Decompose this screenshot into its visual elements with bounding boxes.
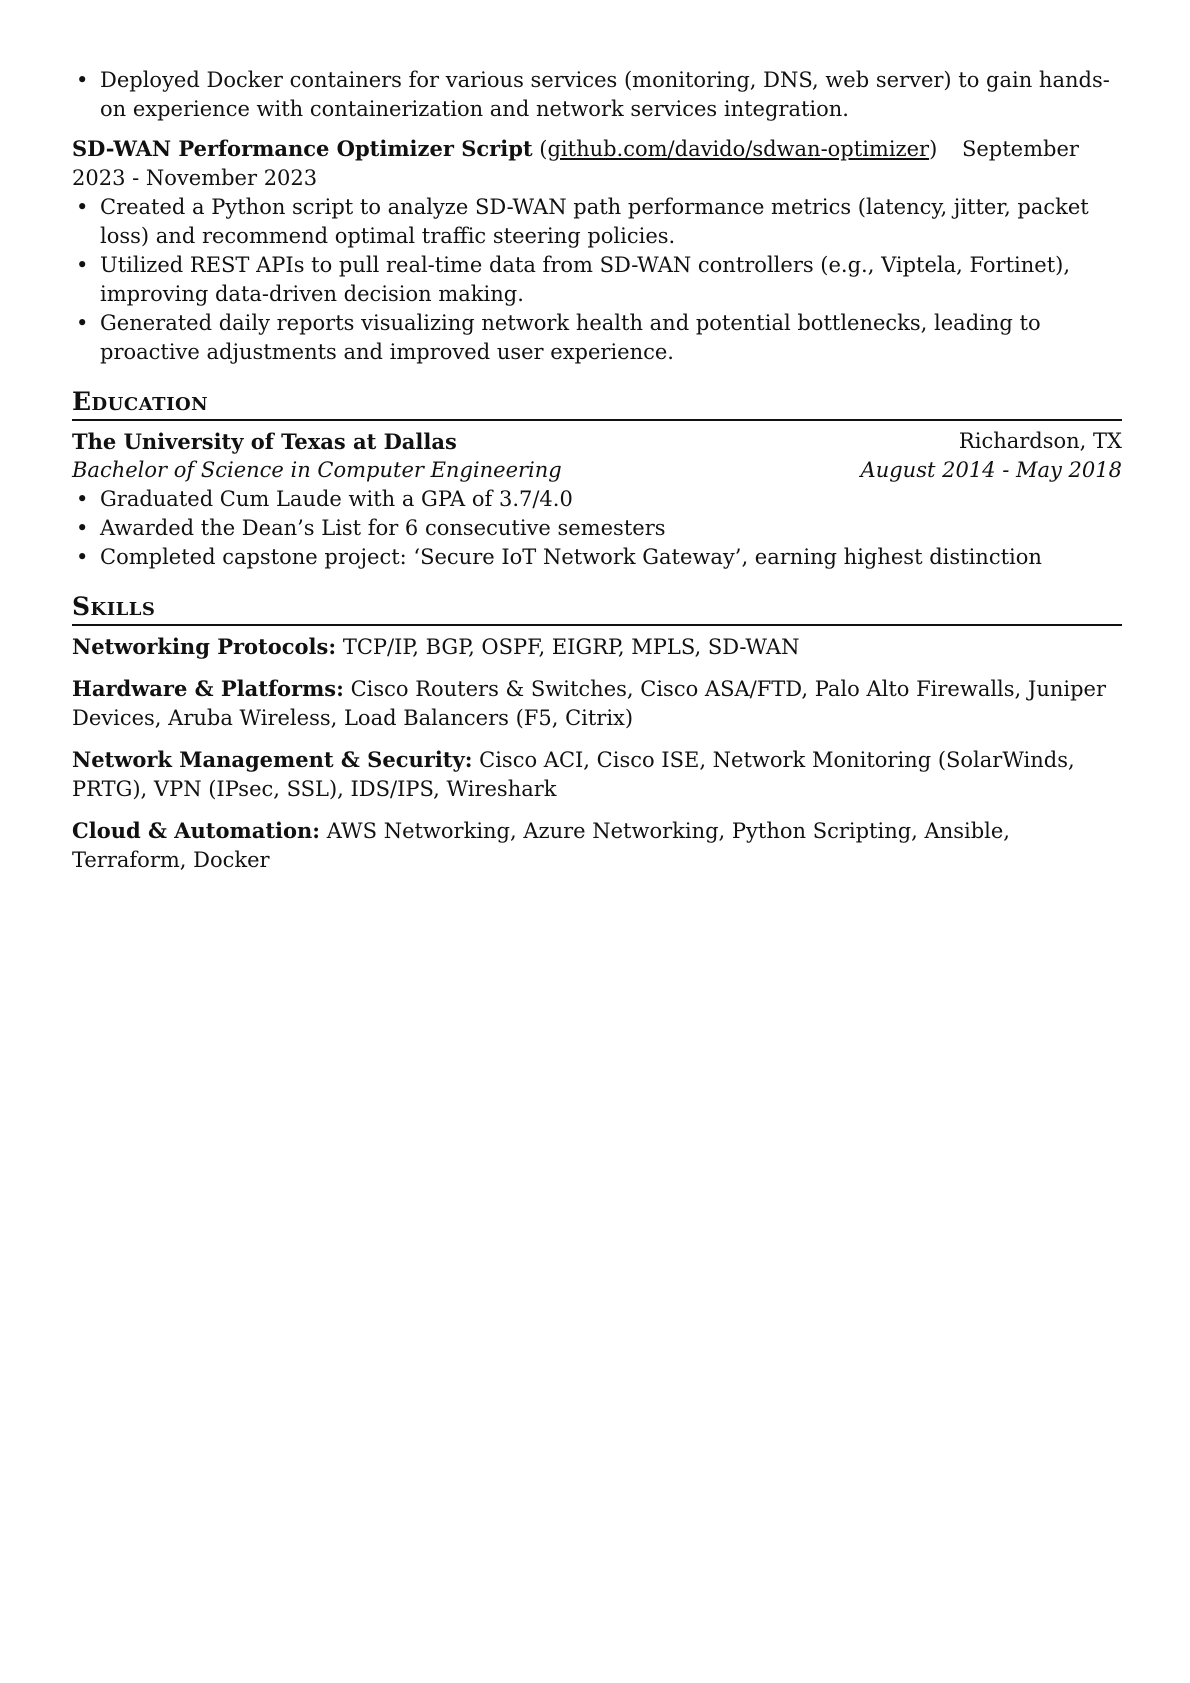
- resume-page: [72, 66, 1122, 887]
- education-bullet: • Completed capstone project: ‘Secure IoT Network Gateway’, earning highest distinction: [72, 543, 1122, 572]
- skill-row: [72, 632, 1122, 662]
- education-location: Richardson, TX: [958, 429, 1122, 453]
- skill-value: Cisco ACI, Cisco ISE, Network Monitoring (SolarWinds, PRTG), VPN (IPsec, SSL), IDS/IPS, Wireshark: [72, 748, 1075, 801]
- skill-row: [72, 745, 1122, 804]
- skill-label: Hardware & Platforms:: [72, 676, 344, 701]
- education-bullet-list: [72, 485, 1122, 572]
- project-link[interactable]: github.com/davido/sdwan-optimizer: [547, 137, 930, 161]
- project-bullet: • Generated daily reports visualizing network health and potential bottlenecks, leading to proactive adjustments and improved user experience.: [72, 309, 1122, 367]
- skill-label: Networking Protocols:: [72, 634, 337, 659]
- education-row-school: [72, 427, 1122, 456]
- section-title-education: Education: [72, 387, 1122, 421]
- education-degree: Bachelor of Science in Computer Engineering: [72, 458, 562, 482]
- skill-label: Network Management & Security:: [72, 747, 473, 772]
- skill-row: [72, 674, 1122, 733]
- project-bullet: • Created a Python script to analyze SD-WAN path performance metrics (latency, jitter, packet loss) and recommend optimal traffic steering policies.: [72, 193, 1122, 251]
- experience-bullet-list: [72, 66, 1122, 124]
- section-title-skills: Skills: [72, 592, 1122, 626]
- education-bullet: • Awarded the Dean’s List for 6 consecutive semesters: [72, 514, 1122, 543]
- education-row-degree: [72, 456, 1122, 485]
- skill-label: Cloud & Automation:: [72, 818, 321, 843]
- education-bullet: • Graduated Cum Laude with a GPA of 3.7/4.0: [72, 485, 1122, 514]
- project-bullet-list: [72, 193, 1122, 367]
- education-school: The University of Texas at Dallas: [72, 429, 457, 454]
- skill-row: [72, 816, 1122, 875]
- skill-value: TCP/IP, BGP, OSPF, EIGRP, MPLS, SD-WAN: [342, 635, 800, 659]
- skill-value: AWS Networking, Azure Networking, Python Scripting, Ansible, Terraform, Docker: [72, 819, 1010, 872]
- project-bullet: • Utilized REST APIs to pull real-time data from SD-WAN controllers (e.g., Viptela, Fortinet), improving data-driven decision making.: [72, 251, 1122, 309]
- project-dates: September 2023 - November 2023: [72, 137, 1079, 190]
- education-dates: August 2014 - May 2018: [860, 458, 1122, 482]
- project-link-open: (: [539, 137, 548, 161]
- skill-value: Cisco Routers & Switches, Cisco ASA/FTD, Palo Alto Firewalls, Juniper Devices, Aruba Wireless, Load Balancers (F5, Citrix): [72, 677, 1106, 730]
- experience-bullet: • Deployed Docker containers for various services (monitoring, DNS, web server) to gain hands-on experience with containerization and network services integration.: [72, 66, 1122, 124]
- project-name: SD-WAN Performance Optimizer Script: [72, 136, 533, 161]
- project-header: [72, 134, 1122, 193]
- project-link-close: ): [929, 137, 938, 161]
